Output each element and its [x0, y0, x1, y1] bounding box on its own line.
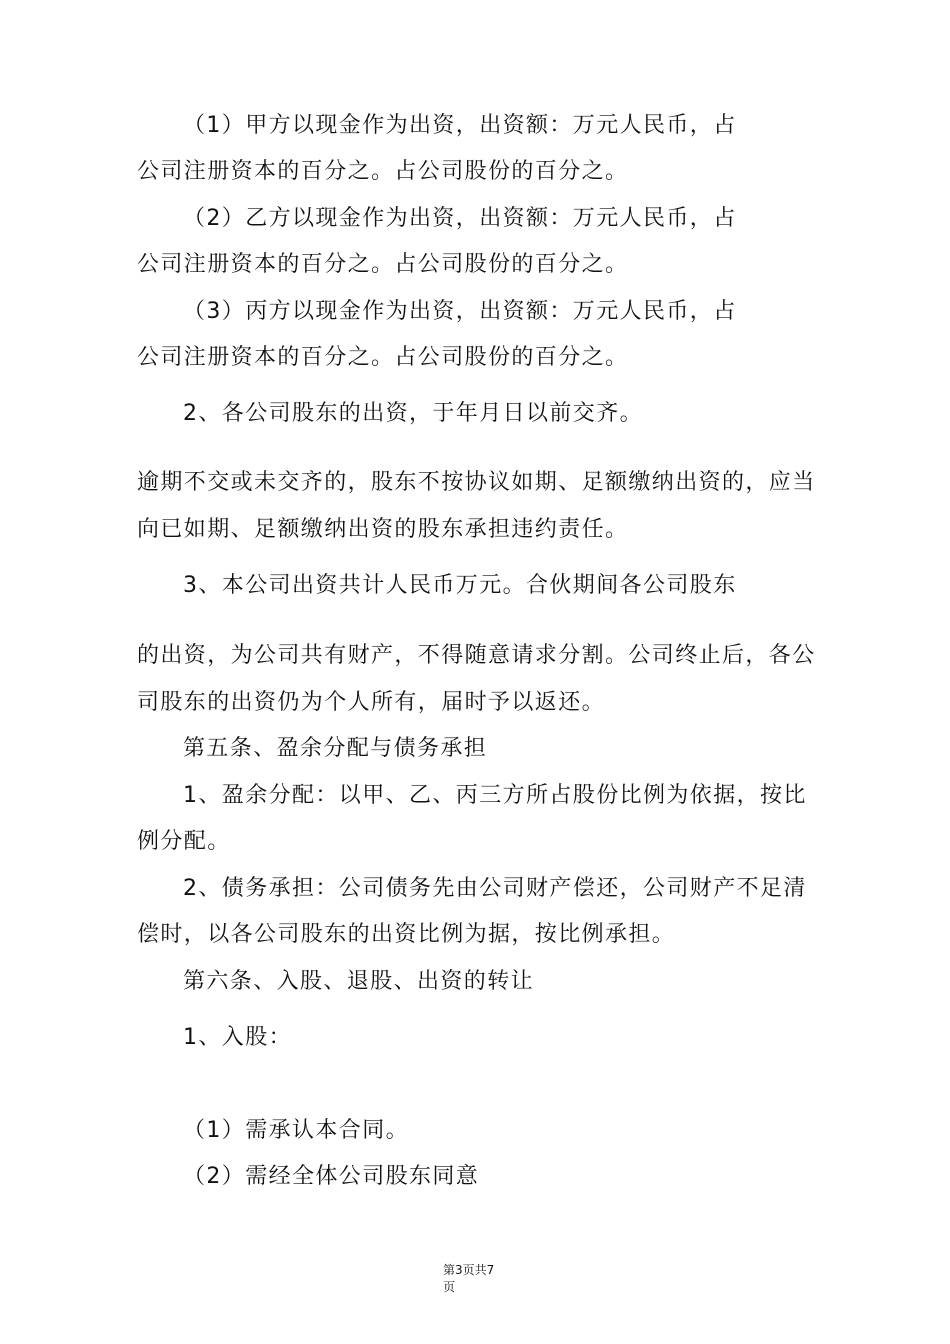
paragraph-line: 1、盈余分配：以甲、乙、丙三方所占股份比例为依据，按比 [183, 783, 807, 808]
paragraph-line: 司股东的出资仍为个人所有，届时予以返还。 [137, 690, 606, 715]
paragraph-line: 3、本公司出资共计人民币万元。合伙期间各公司股东 [183, 573, 737, 598]
section-heading: 第六条、入股、退股、出资的转让 [183, 969, 535, 994]
section-heading: 第五条、盈余分配与债务承担 [183, 736, 488, 761]
paragraph-line: 例分配。 [137, 829, 231, 854]
paragraph-line: 向已如期、足额缴纳出资的股东承担违约责任。 [137, 517, 629, 542]
paragraph-line: 1、入股： [183, 1025, 292, 1050]
paragraph-line: （3）丙方以现金作为出资，出资额：万元人民币，占 [183, 299, 737, 324]
paragraph-line: 2、各公司股东的出资，于年月日以前交齐。 [183, 401, 643, 426]
paragraph-line: （1）需承认本合同。 [183, 1118, 409, 1143]
page-number-line1: 第3页共7 [443, 1263, 495, 1277]
paragraph-line: 偿时，以各公司股东的出资比例为据，按比例承担。 [137, 922, 676, 947]
paragraph-line: 公司注册资本的百分之。占公司股份的百分之。 [137, 345, 629, 370]
paragraph-line: （1）甲方以现金作为出资，出资额：万元人民币，占 [183, 113, 737, 138]
paragraph-line: 2、债务承担：公司债务先由公司财产偿还，公司财产不足清 [183, 876, 807, 901]
paragraph-line: 公司注册资本的百分之。占公司股份的百分之。 [137, 159, 629, 184]
paragraph-line: （2）乙方以现金作为出资，出资额：万元人民币，占 [183, 206, 737, 231]
paragraph-line: 公司注册资本的百分之。占公司股份的百分之。 [137, 252, 629, 277]
paragraph-line: （2）需经全体公司股东同意 [183, 1164, 480, 1189]
paragraph-line: 的出资，为公司共有财产，不得随意请求分割。公司终止后，各公 [137, 643, 816, 668]
paragraph-line: 逾期不交或未交齐的，股东不按协议如期、足额缴纳出资的，应当 [137, 470, 816, 495]
page-number-line2: 页 [443, 1280, 456, 1294]
